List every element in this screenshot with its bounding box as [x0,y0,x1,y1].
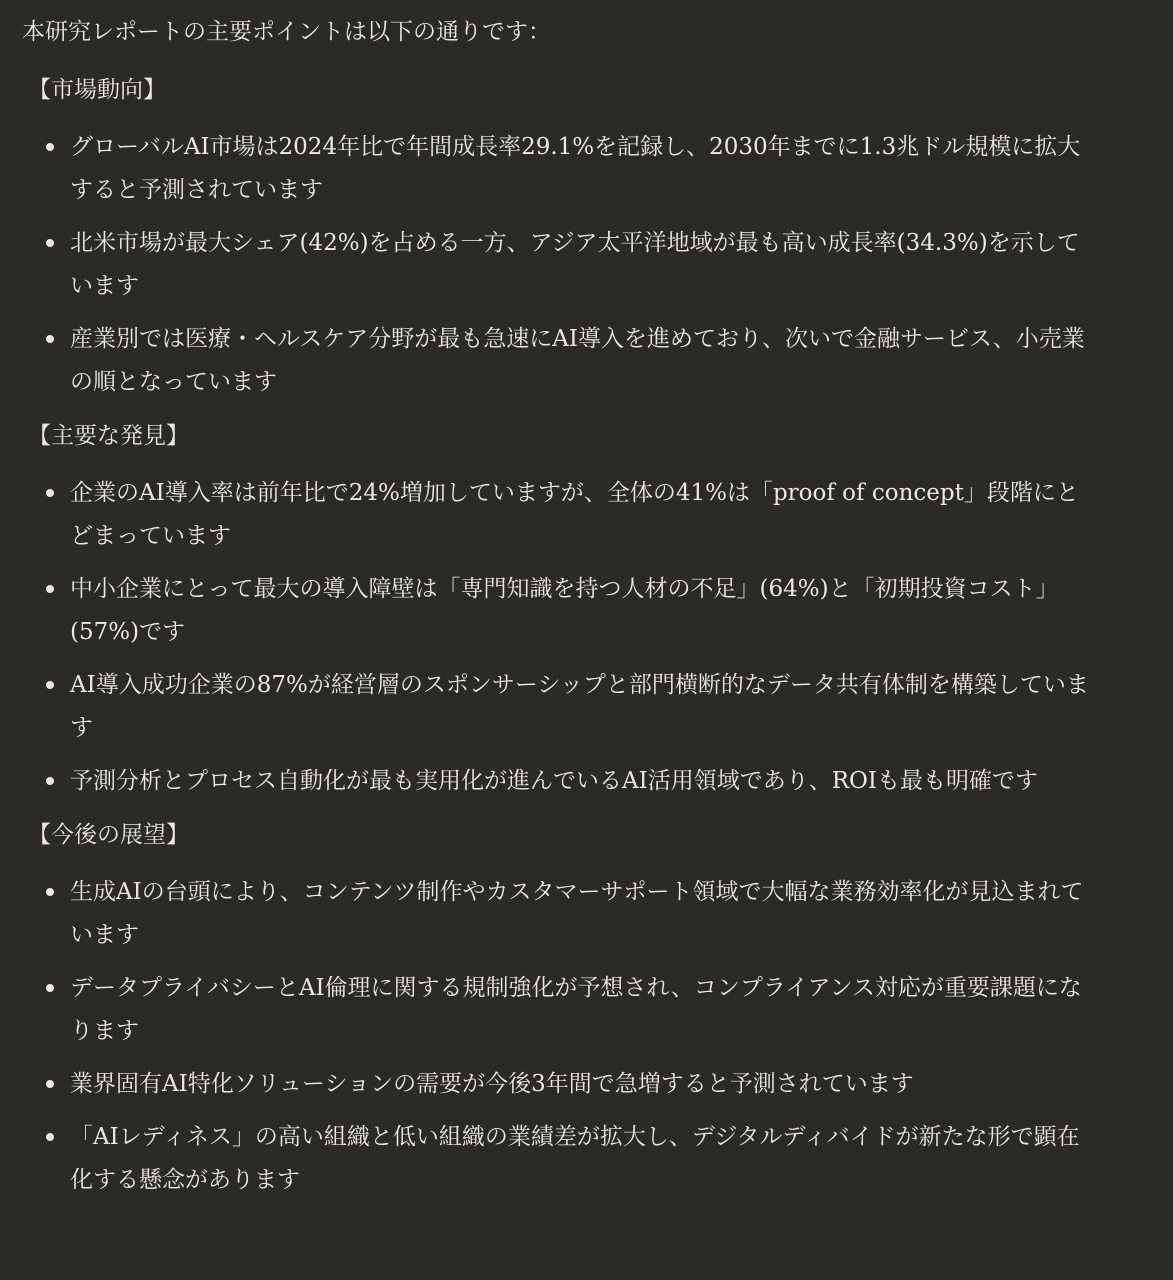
list-item-text: 予測分析とプロセス自動化が最も実用化が進んでいるAI活用領域であり、ROIも最も明確です [70,768,1038,794]
list-item [22,967,1151,1053]
list-item [22,568,1151,654]
section-title-outlook: 【今後の展望】 [28,822,189,848]
findings-list [22,472,1151,803]
bullet-icon [46,239,54,247]
list-item [22,1063,1151,1106]
bullet-icon [46,888,54,896]
bullet-icon [46,1133,54,1141]
list-item [22,318,1151,404]
list-item [22,760,1151,803]
list-item-text: 企業のAI導入率は前年比で24%増加していますが、全体の41%は「proof of concept」段階にとどまっています [70,480,1079,549]
list-item [22,472,1151,558]
list-item-text: 「AIレディネス」の高い組織と低い組織の業績差が拡大し、デジタルディバイドが新たな形で顕在化する懸念があります [70,1124,1080,1193]
section-title-findings: 【主要な発見】 [28,423,189,449]
list-item [22,1116,1151,1202]
section-title-market: 【市場動向】 [28,77,166,103]
list-item-text: 中小企業にとって最大の導入障壁は「専門知識を持つ人材の不足」(64%)と「初期投資コスト」(57%)です [70,576,1059,645]
list-item [22,222,1151,308]
outlook-list [22,871,1151,1202]
list-item [22,871,1151,957]
list-item-text: 産業別では医療・ヘルスケア分野が最も急速にAI導入を進めており、次いで金融サービス、小売業の順となっています [70,326,1085,395]
list-item [22,664,1151,750]
bullet-icon [46,681,54,689]
bullet-icon [46,489,54,497]
list-item-text: 業界固有AI特化ソリューションの需要が今後3年間で急増すると予測されています [70,1071,914,1097]
bullet-icon [46,777,54,785]
list-item [22,126,1151,212]
bullet-icon [46,585,54,593]
list-item-text: グローバルAI市場は2024年比で年間成長率29.1%を記録し、2030年までに1.3兆ドル規模に拡大すると予測されています [70,134,1081,203]
bullet-icon [46,984,54,992]
list-item-text: AI導入成功企業の87%が経営層のスポンサーシップと部門横断的なデータ共有体制を構築しています [70,672,1089,741]
intro-text: 本研究レポートの主要ポイントは以下の通りです： [22,19,551,45]
market-list [22,126,1151,404]
list-item-text: 北米市場が最大シェア(42%)を占める一方、アジア太平洋地域が最も高い成長率(34.3%)を示しています [70,230,1080,299]
bullet-icon [46,143,54,151]
list-item-text: 生成AIの台頭により、コンテンツ制作やカスタマーサポート領域で大幅な業務効率化が見込まれています [70,879,1084,948]
bullet-icon [46,1080,54,1088]
list-item-text: データプライバシーとAI倫理に関する規制強化が予想され、コンプライアンス対応が重要課題になります [70,975,1082,1044]
bullet-icon [46,335,54,343]
